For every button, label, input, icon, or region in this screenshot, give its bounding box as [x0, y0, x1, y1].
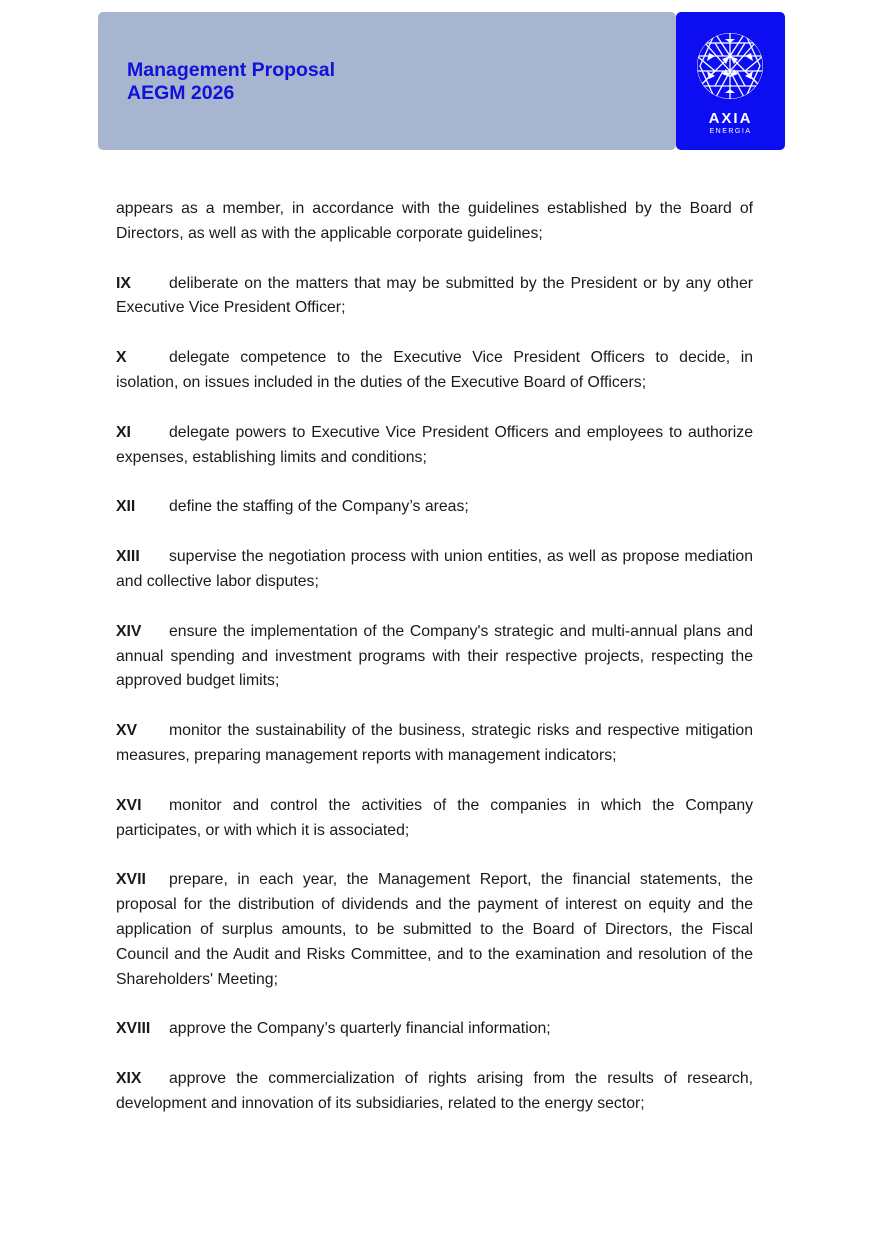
item-number: XVII — [116, 871, 146, 889]
document-header — [98, 12, 676, 150]
item-number: XIX — [116, 1070, 142, 1088]
paragraph-text: monitor and control the activities of the companies in which the Company participates, or with which it is associated; — [116, 796, 753, 839]
title-line-1: Management Proposal — [127, 59, 336, 81]
item-number: XI — [116, 423, 131, 441]
paragraph-text: prepare, in each year, the Management Report, the financial statements, the proposal for the distribution of dividends and the payment of interest on equity and the application of surplus amounts, to be submitted to the Board of Directors, the Fiscal Council and the Audit and Risks Committee, and to the examination and resolution of the Shareholders' Meeting; — [116, 871, 753, 988]
paragraph-text: ensure the implementation of the Company's strategic and multi-annual plans and annual spending and investment programs with their respective projects, respecting the approved budget limits; — [116, 622, 753, 690]
paragraph-item-ix — [116, 272, 753, 322]
paragraph-item-xiv — [116, 620, 753, 694]
paragraph-text: supervise the negotiation process with union entities, as well as propose mediation and collective labor disputes; — [116, 548, 753, 590]
paragraph-text: approve the Company’s quarterly financial information; — [169, 1020, 551, 1038]
item-number: XII — [116, 498, 136, 516]
paragraph-item-xvii — [116, 868, 753, 992]
paragraph-item-xv — [116, 719, 753, 769]
item-number: XVIII — [116, 1020, 151, 1038]
paragraph-continuation — [116, 197, 753, 247]
paragraph-text: delegate powers to Executive Vice President Officers and employees to authorize expenses, establishing limits and conditions; — [116, 423, 753, 466]
paragraph-item-xix — [116, 1067, 753, 1117]
globe-icon — [695, 31, 765, 101]
paragraph-item-xi — [116, 421, 753, 471]
item-number: X — [116, 349, 127, 367]
paragraph-text: monitor the sustainability of the business, strategic risks and respective mitigation measures, preparing management reports with management indicators; — [116, 722, 753, 764]
paragraph-text: deliberate on the matters that may be submitted by the President or by any other Executive Vice President Officer; — [116, 274, 753, 317]
item-number: XIV — [116, 622, 142, 640]
item-number: XV — [116, 722, 138, 740]
item-number: XIII — [116, 548, 140, 566]
paragraph-item-xviii — [116, 1017, 753, 1042]
item-number: IX — [116, 274, 131, 292]
logo-wordmark: AXIA — [708, 110, 753, 127]
paragraph-text: define the staffing of the Company’s areas; — [169, 498, 469, 516]
paragraph-item-xvi — [116, 794, 753, 844]
paragraph-text: appears as a member, in accordance with the guidelines established by the Board of Directors, as well as with the applicable corporate guidelines; — [116, 200, 753, 242]
company-logo — [676, 12, 785, 150]
paragraph-item-xii — [116, 495, 753, 520]
document-body — [116, 197, 753, 1142]
paragraph-text: approve the commercialization of rights arising from the results of research, development and innovation of its subsidiaries, related to the energy sector; — [116, 1070, 753, 1112]
paragraph-item-x — [116, 346, 753, 396]
logo-subtitle: ENERGIA — [709, 128, 752, 135]
document-title — [127, 59, 335, 105]
paragraph-item-xiii — [116, 545, 753, 595]
title-line-2: AEGM 2026 — [127, 82, 235, 104]
item-number: XVI — [116, 796, 142, 814]
paragraph-text: delegate competence to the Executive Vice President Officers to decide, in isolation, on issues included in the duties of the Executive Board of Officers; — [116, 349, 753, 391]
